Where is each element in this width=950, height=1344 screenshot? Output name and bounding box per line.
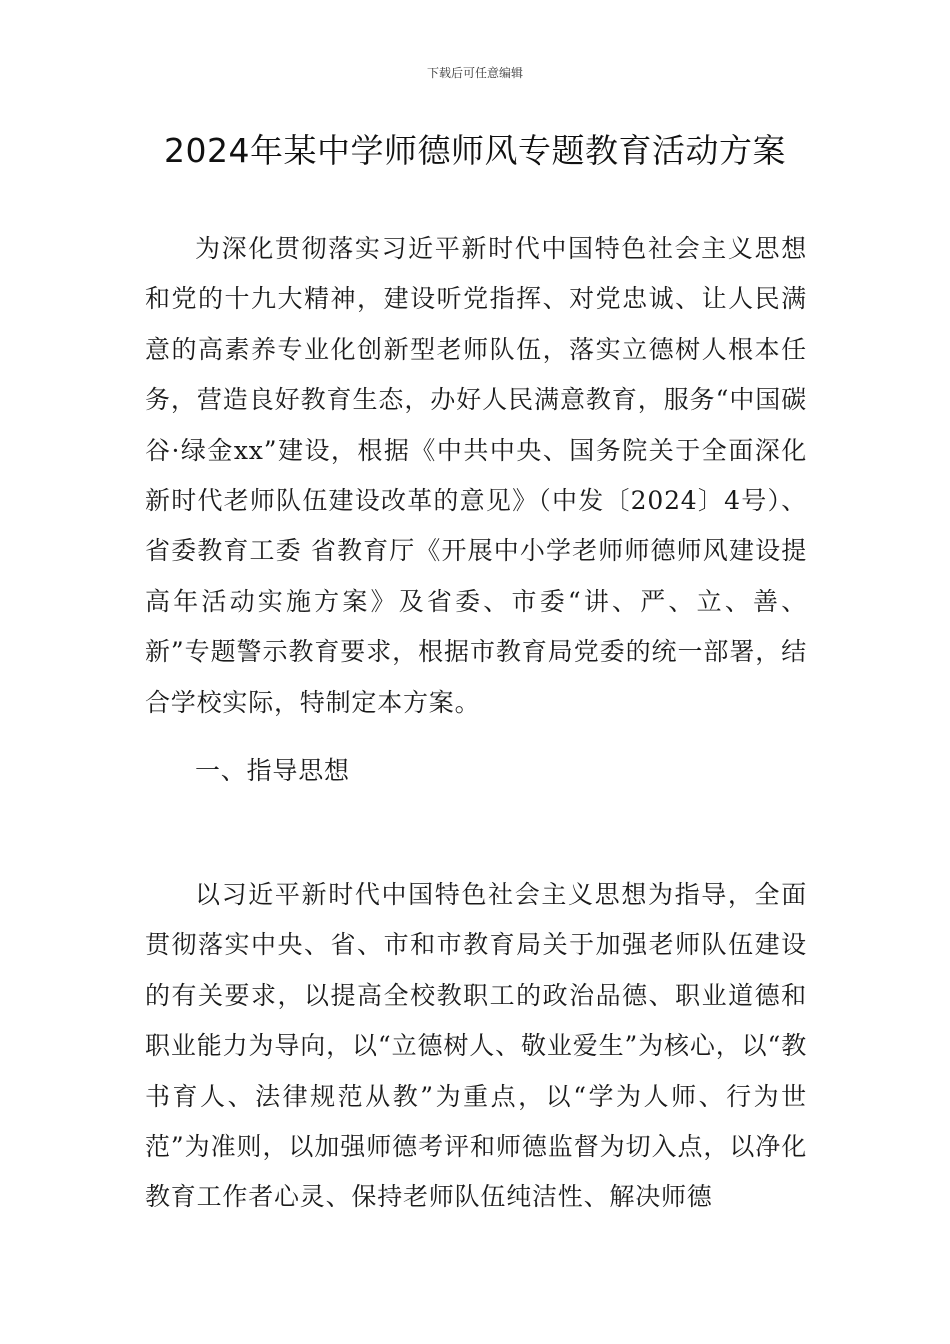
header-note: 下载后可任意编辑 xyxy=(426,66,523,80)
section-heading-guiding-ideology: 一、指导思想 xyxy=(195,756,350,785)
intro-paragraph: 为深化贯彻落实习近平新时代中国特色社会主义思想和党的十九大精神，建设听党指挥、对党忠诚、让人民满意的高素养专业化创新型老师队伍，落实立德树人根本任务，营造良好教育生态，办好人民满意教育，服务“中国碳谷·绿金xx”建设，根据《中共中央、国务院关于全面深化新时代老师队伍建设改革的意见》（中发〔2024〕4号）、省委教育工委 省教育厅《开展中小学老师师德师风建设提高年活动实施方案》及省委、市委“讲、严、立、善、新”专题警示教育要求，根据市教育局党委的统一部署，结合学校实际，特制定本方案。 xyxy=(145,234,807,717)
document-title: 2024年某中学师德师风专题教育活动方案 xyxy=(164,131,786,170)
section-body-guiding-ideology: 以习近平新时代中国特色社会主义思想为指导，全面贯彻落实中央、省、市和市教育局关于加强老师队伍建设的有关要求，以提高全校教职工的政治品德、职业道德和职业能力为导向，以“立德树人、敬业爱生”为核心，以“教书育人、法律规范从教”为重点，以“学为人师、行为世范”为准则，以加强师德考评和师德监督为切入点，以净化教育工作者心灵、保持老师队伍纯洁性、解决师德 xyxy=(145,880,807,1212)
